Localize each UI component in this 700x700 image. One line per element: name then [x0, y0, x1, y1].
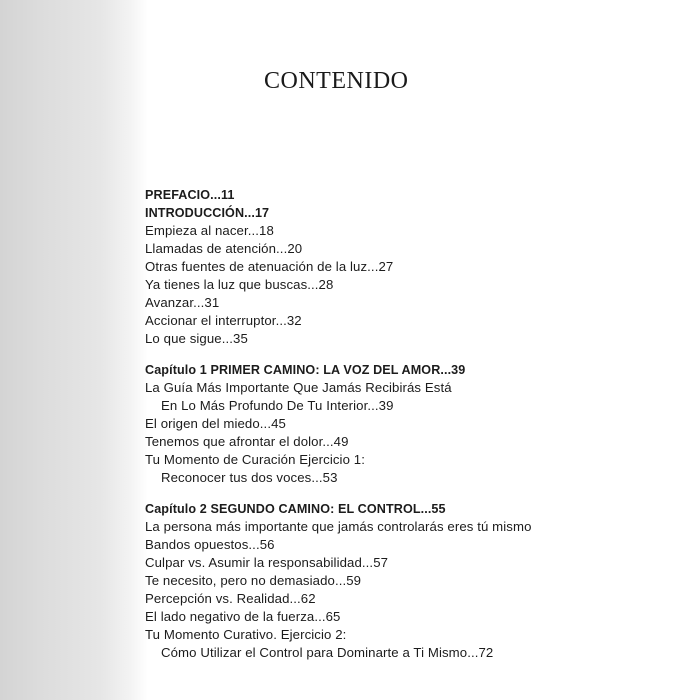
toc-entry: La persona más importante que jamás controlarás eres tú mismo	[145, 519, 532, 534]
page-title: CONTENIDO	[264, 68, 409, 94]
toc-entry: Accionar el interruptor...32	[145, 313, 302, 328]
toc-entry: PREFACIO...11	[145, 188, 235, 202]
toc-entry: Tenemos que afrontar el dolor...49	[145, 434, 349, 449]
toc-entry: La Guía Más Importante Que Jamás Recibirás Está	[145, 380, 452, 395]
page-gutter-shadow	[0, 0, 148, 700]
toc-section-chapter-2	[145, 500, 685, 662]
toc-entry: Bandos opuestos...56	[145, 537, 275, 552]
toc-entry: Culpar vs. Asumir la responsabilidad...57	[145, 555, 389, 570]
toc-entry: Te necesito, pero no demasiado...59	[145, 573, 362, 588]
toc-entry: Tu Momento Curativo. Ejercicio 2:	[145, 627, 347, 642]
toc-entry: En Lo Más Profundo De Tu Interior...39	[161, 398, 394, 413]
toc-entry: Cómo Utilizar el Control para Dominarte a Ti Mismo...72	[161, 645, 494, 660]
toc-entry: Reconocer tus dos voces...53	[161, 470, 338, 485]
toc-entry: Avanzar...31	[145, 295, 220, 310]
toc-entry: El lado negativo de la fuerza...65	[145, 609, 341, 624]
toc-entry: Capítulo 2 SEGUNDO CAMINO: EL CONTROL...55	[145, 502, 446, 516]
toc-entry: Tu Momento de Curación Ejercicio 1:	[145, 452, 365, 467]
toc-entry: Otras fuentes de atenuación de la luz...27	[145, 259, 394, 274]
toc-entry: Ya tienes la luz que buscas...28	[145, 277, 334, 292]
toc-entry: El origen del miedo...45	[145, 416, 286, 431]
toc-entry: Llamadas de atención...20	[145, 241, 303, 256]
toc-entry: Percepción vs. Realidad...62	[145, 591, 316, 606]
toc-entry: INTRODUCCIÓN...17	[145, 206, 270, 220]
toc-entry: Lo que sigue...35	[145, 331, 248, 346]
toc-entry: Empieza al nacer...18	[145, 223, 274, 238]
toc-entry: Capítulo 1 PRIMER CAMINO: LA VOZ DEL AMOR...39	[145, 363, 466, 377]
table-of-contents	[145, 186, 685, 662]
toc-section-chapter-1	[145, 361, 685, 487]
toc-section-intro	[145, 186, 685, 348]
